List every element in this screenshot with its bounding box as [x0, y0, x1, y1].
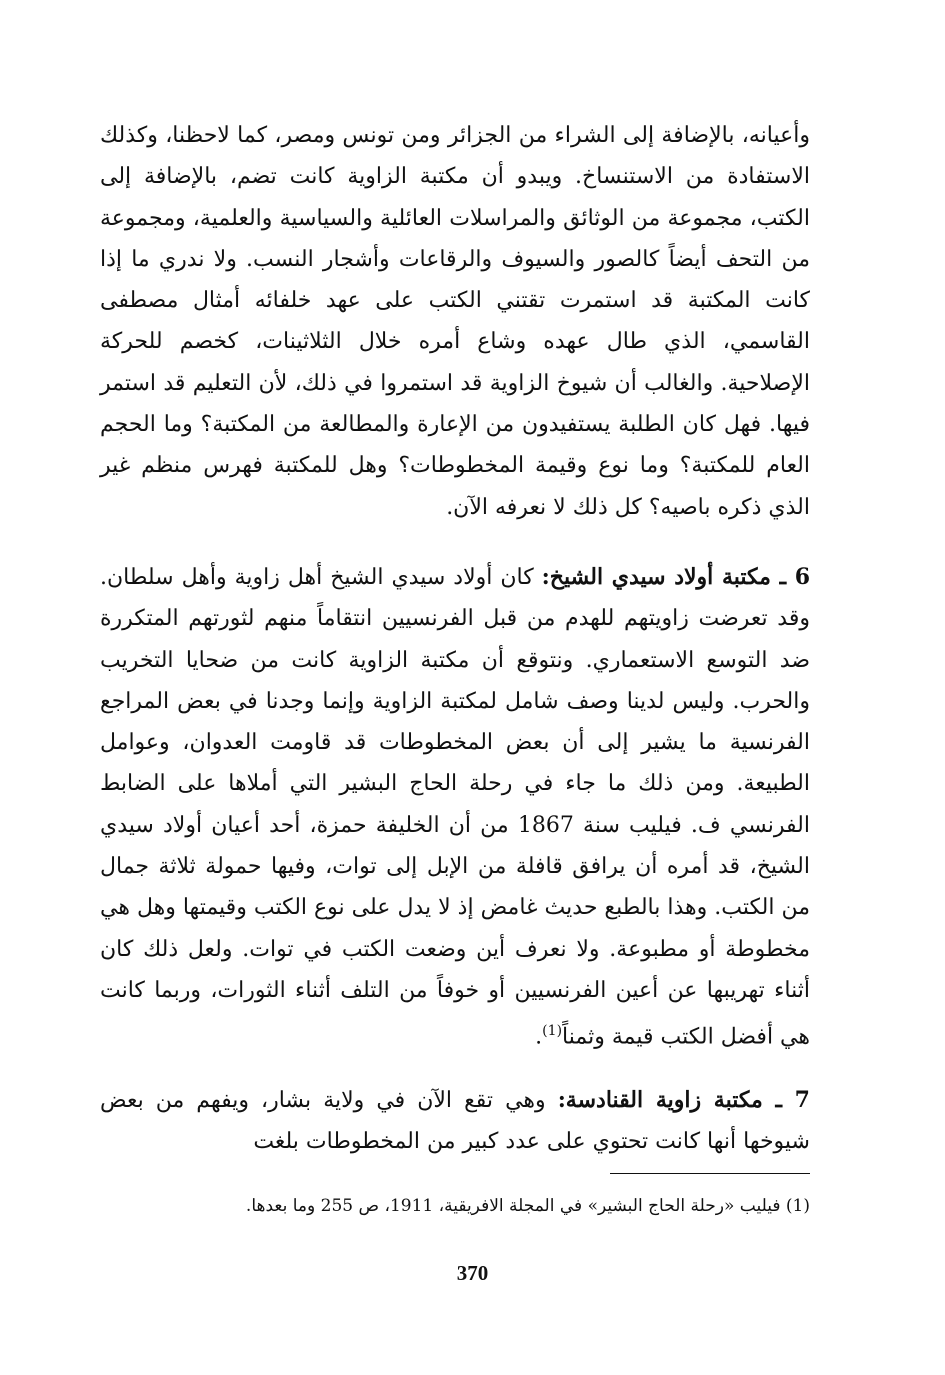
page-number: 370	[456, 1261, 489, 1285]
paragraph-awlad-sidi-cheikh-library	[100, 557, 810, 1058]
paragraph-end: .	[535, 1024, 543, 1050]
paragraph-body: كان أولاد سيدي الشيخ أهل زاوية وأهل سلطان. وقد تعرضت زاويتهم للهدم من قبل الفرنسيين انتقاماً منهم لثورتهم المتكررة ضد التوسع الاستعماري. ونتوقع أن مكتبة الزاوية كانت من ضحايا التخريب والحرب. وليس لدينا وصف شامل لمكتبة الزاوية وإنما وجدنا في بعض المراجع الفرنسية ما يشير إلى أن بعض المخطوطات قد قاومت العدوان، وعوامل الطبيعة. ومن ذلك ما جاء في رحلة الحاج البشير التي أملاها على الضابط الفرنسي ف. فيليب سنة 1867 من أن الخليفة حمزة، أحد أعيان أولاد سيدي الشيخ، قد أمره أن يرافق قافلة من الإبل إلى توات، وفيها حمولة ثلاثة جمال من الكتب. وهذا بالطبع حديث غامض إذ لا يدل على نوع الكتب وقيمتها وهل هي مخطوطة أو مطبوعة. ولا نعرف أين وضعت الكتب في توات. ولعل ذلك كان أثناء تهريبها عن أعين الفرنسيين أو خوفاً من التلف أثناء الثورات، وربما كانت هي أفضل الكتب قيمة وثمناً	[100, 565, 810, 1050]
section-heading-6: 6 ـ مكتبة أولاد سيدي الشيخ:	[541, 564, 810, 590]
paragraph-zawiya-library-continued: وأعيانه، بالإضافة إلى الشراء من الجزائر ومن تونس ومصر، كما لاحظنا، وكذلك الاستفادة من الاستنساخ. ويبدو أن مكتبة الزاوية كانت تضم، بالإضافة إلى الكتب، مجموعة من الوثائق والمراسلات العائلية والسياسية والعلمية، ومجموعة من التحف أيضاً كالصور والسيوف والرقاعات وأشجار النسب. ولا ندري ما إذا كانت المكتبة قد استمرت تقتني الكتب على عهد خلفائه أمثال مصطفى القاسمي، الذي طال عهده وشاع أمره خلال الثلاثينات، كخصم للحركة الإصلاحية. والغالب أن شيوخ الزاوية قد استمروا في ذلك، لأن التعليم قد استمر فيها. فهل كان الطلبة يستفيدون من الإعارة والمطالعة من المكتبة؟ وما الحجم العام للمكتبة؟ وما نوع وقيمة المخطوطات؟ وهل للمكتبة فهرس منظم غير الذي ذكره باصيه؟ كل ذلك لا نعرفه الآن.	[100, 123, 811, 520]
paragraph-kenadsa-zawiya-library	[100, 1080, 810, 1163]
footnote-reference: (1)	[542, 1023, 563, 1040]
section-heading-7: 7 ـ مكتبة زاوية القنادسة:	[557, 1087, 810, 1113]
paragraph-body: وهي تقع الآن في ولاية بشار، ويفهم من بعض شيوخها أنها كانت تحتوي على عدد كبير من المخطوطات بلغت	[100, 1088, 810, 1155]
footnote-divider	[610, 1173, 810, 1174]
footnote-1: (1) فيليب «رحلة الحاج البشير» في المجلة الافريقية، 1911، ص 255 وما بعدها.	[245, 1196, 810, 1216]
